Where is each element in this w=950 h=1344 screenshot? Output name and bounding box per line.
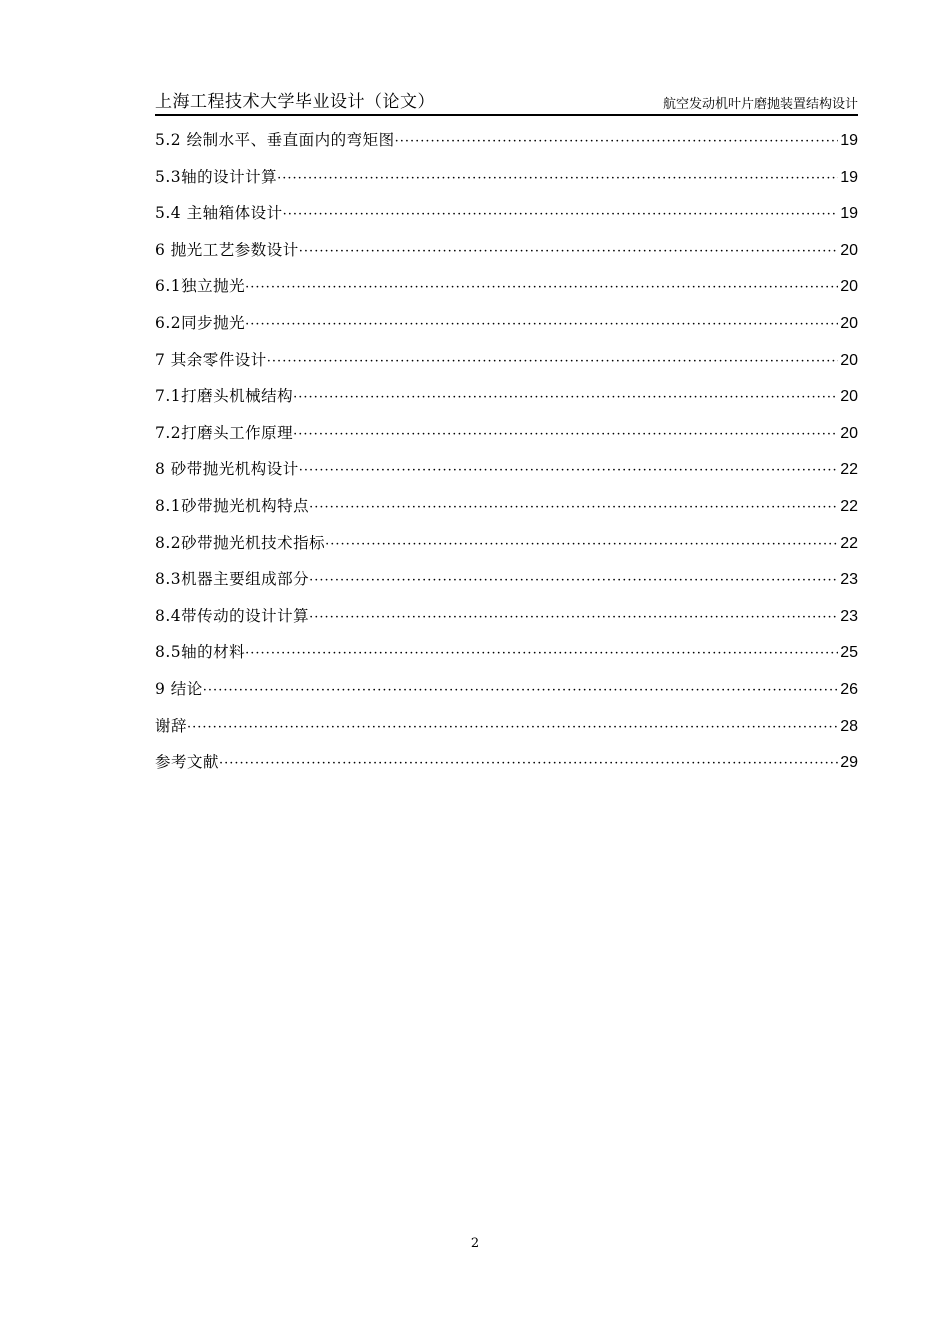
toc-entry (155, 232, 858, 269)
toc-leader-dots (293, 380, 838, 417)
toc-entry (155, 451, 858, 488)
toc-entry (155, 598, 858, 635)
toc-entry-page: 29 (840, 754, 858, 772)
toc-leader-dots (245, 270, 838, 307)
toc-leader-dots (325, 527, 838, 564)
toc-entry-title: 7.2打磨头工作原理 (155, 423, 294, 442)
toc-entry-title: 9 结论 (155, 679, 203, 698)
toc-entry-title: 8.5轴的材料 (155, 643, 246, 662)
toc-entry (155, 378, 858, 415)
page-header (155, 92, 858, 116)
toc-leader-dots (299, 234, 838, 271)
toc-entry-page: 19 (840, 205, 858, 223)
toc-entry (155, 268, 858, 305)
toc-entry (155, 708, 858, 745)
toc-entry-title: 8.2砂带抛光机技术指标 (155, 533, 326, 552)
toc-entry-title: 5.3轴的设计计算 (155, 167, 278, 186)
toc-entry-page: 20 (840, 388, 858, 406)
toc-entry (155, 195, 858, 232)
toc-entry-title: 5.4 主轴箱体设计 (155, 204, 283, 223)
toc-leader-dots (299, 453, 838, 490)
toc-leader-dots (219, 746, 838, 783)
toc-leader-dots (245, 307, 838, 344)
toc-entry-page: 20 (840, 278, 858, 296)
toc-leader-dots (277, 161, 838, 198)
toc-entry-title: 6 抛光工艺参数设计 (155, 240, 299, 259)
toc-entry (155, 561, 858, 598)
toc-entry-title: 8 砂带抛光机构设计 (155, 460, 299, 479)
toc-leader-dots (245, 636, 838, 673)
toc-leader-dots (395, 124, 839, 161)
toc-entry-page: 20 (840, 241, 858, 259)
toc-entry-page: 20 (840, 314, 858, 332)
toc-entry-title: 7.1打磨头机械结构 (155, 387, 294, 406)
toc-entry (155, 415, 858, 452)
toc-entry-page: 22 (840, 497, 858, 515)
toc-leader-dots (283, 197, 839, 234)
header-project-title: 航空发动机叶片磨抛装置结构设计 (662, 97, 858, 112)
toc-entry-title: 7 其余零件设计 (155, 350, 267, 369)
toc-entry (155, 342, 858, 379)
toc-entry (155, 159, 858, 196)
toc-leader-dots (267, 344, 838, 381)
toc-leader-dots (293, 417, 838, 454)
toc-entry (155, 744, 858, 781)
toc-entry-page: 22 (840, 461, 858, 479)
toc-leader-dots (309, 563, 838, 600)
toc-entry-page: 19 (840, 168, 858, 186)
toc-entry-page: 20 (840, 424, 858, 442)
toc-entry-title: 8.1砂带抛光机构特点 (155, 496, 310, 515)
toc-entry-page: 25 (840, 644, 858, 662)
toc-entry-title: 8.3机器主要组成部分 (155, 570, 310, 589)
toc-entry (155, 525, 858, 562)
toc-entry-title: 5.2 绘制水平、垂直面内的弯矩图 (155, 131, 395, 149)
toc-entry-page: 26 (840, 680, 858, 698)
toc-entry-title: 6.1独立抛光 (155, 277, 246, 296)
toc-entry-page: 19 (840, 132, 858, 149)
toc-leader-dots (309, 600, 838, 637)
toc-entry (155, 671, 858, 708)
toc-entry (155, 488, 858, 525)
toc-entry-title: 谢辞 (155, 716, 188, 735)
toc-entry (155, 305, 858, 342)
toc-entry-page: 23 (840, 571, 858, 589)
toc-leader-dots (187, 710, 838, 747)
toc-entry-page: 28 (840, 717, 858, 735)
toc-entry-page: 22 (840, 534, 858, 552)
toc-entry-title: 6.2同步抛光 (155, 313, 246, 332)
toc-entry-page: 20 (840, 351, 858, 369)
toc-entry (155, 634, 858, 671)
toc-leader-dots (309, 490, 838, 527)
toc-leader-dots (203, 673, 838, 710)
toc-entry-title: 8.4带传动的设计计算 (155, 606, 310, 625)
toc-entry-title: 参考文献 (155, 753, 220, 772)
toc-entry-page: 23 (840, 607, 858, 625)
header-thesis-title: 上海工程技术大学毕业设计（论文） (155, 92, 435, 112)
table-of-contents (155, 122, 858, 781)
toc-entry (155, 122, 858, 159)
page-number: 2 (470, 1236, 480, 1251)
